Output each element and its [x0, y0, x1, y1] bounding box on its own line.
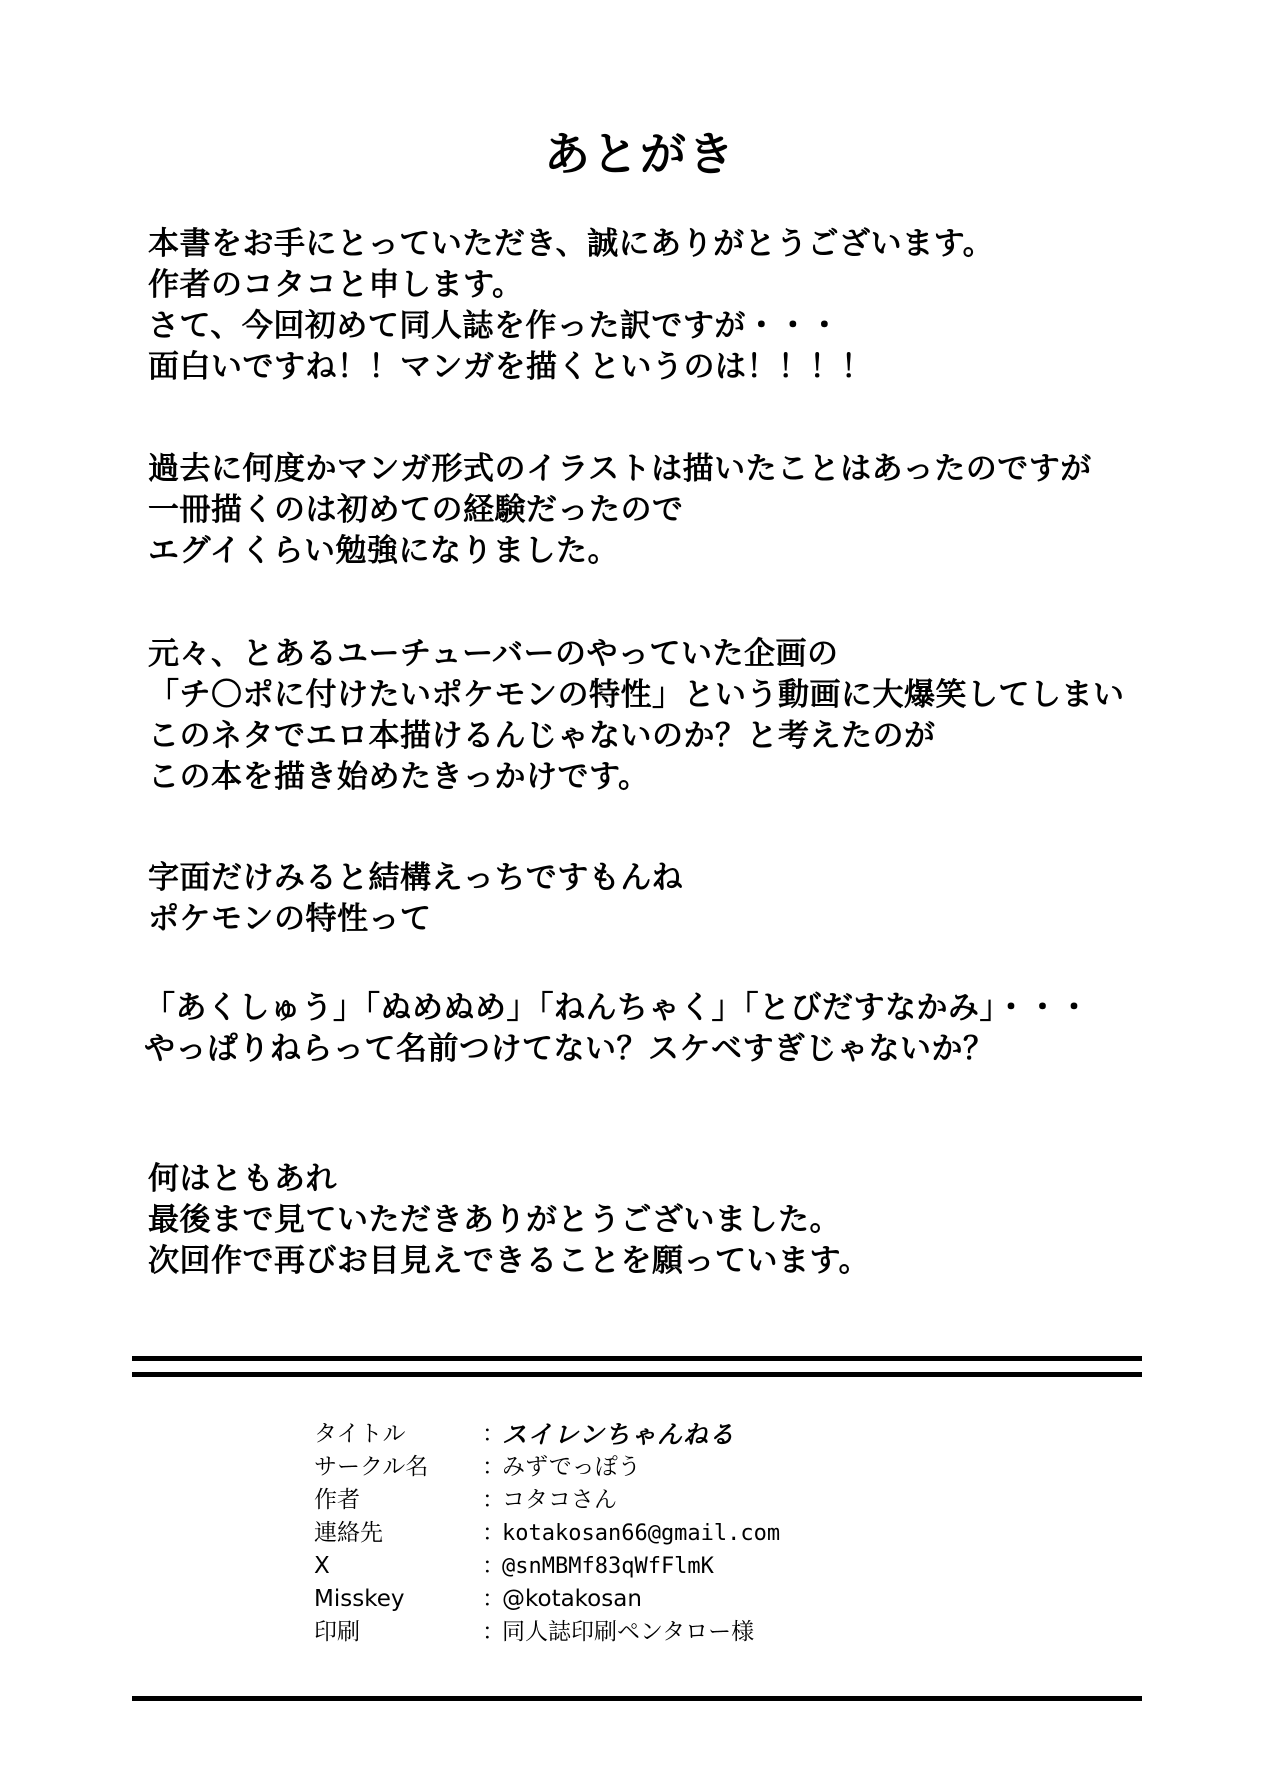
- colophon-row-circle: [314, 1451, 1114, 1484]
- colophon-separator: ：: [482, 1421, 505, 1447]
- colophon-row-author: [314, 1484, 1114, 1517]
- text-line: ポケモンの特性って: [148, 901, 432, 937]
- colophon-separator: ：: [482, 1487, 505, 1513]
- text-line: 字面だけみると結構えっちですもんね: [148, 860, 684, 896]
- colophon-value: コタコさん: [502, 1487, 617, 1513]
- colophon-key: 印刷: [314, 1619, 360, 1645]
- text-line: 「チ〇ポに付けたいポケモンの特性」という動画に大爆笑してしまい: [148, 677, 1125, 713]
- email-value: kotakosan66@gmail.com: [502, 1521, 781, 1546]
- colophon-row-contact: [314, 1517, 1114, 1550]
- divider-top-1: [132, 1356, 1142, 1361]
- x-handle-value: @snMBMf83qWfFlmK: [502, 1554, 714, 1579]
- text-line: やっぱりねらって名前つけてない？スケベすぎじゃないか？: [144, 1031, 995, 1067]
- text-line: 本書をお手にとっていただき、誠にありがとうございます。: [148, 226, 995, 262]
- text-line: 一冊描くのは初めての経験だったので: [148, 492, 684, 528]
- colophon: [314, 1418, 1114, 1649]
- page-title: あとがき: [544, 127, 736, 181]
- text-line: 「あくしゅう」「ぬめぬめ」「ねんちゃく」「とびだすなかみ」・・・: [144, 990, 1090, 1026]
- colophon-row-x: [314, 1550, 1114, 1583]
- text-line: 何はともあれ: [148, 1161, 337, 1197]
- colophon-key: タイトル: [314, 1421, 406, 1447]
- colophon-separator: ：: [482, 1619, 505, 1645]
- colophon-separator: ：: [482, 1454, 505, 1480]
- colophon-key: X: [314, 1553, 330, 1579]
- text-line: 元々、とあるユーチューバーのやっていた企画の: [148, 636, 839, 672]
- colophon-key: Misskey: [314, 1586, 405, 1612]
- colophon-value: 同人誌印刷ペンタロー様: [502, 1619, 755, 1645]
- paragraph: [148, 858, 683, 940]
- colophon-row-misskey: [314, 1583, 1114, 1616]
- paragraph: [148, 449, 1092, 572]
- paragraph: [148, 634, 1125, 798]
- text-line: さて、今回初めて同人誌を作った訳ですが・・・: [148, 308, 841, 344]
- text-line: 過去に何度かマンガ形式のイラストは描いたことはあったのですが: [148, 451, 1092, 487]
- paragraph: [148, 1159, 870, 1282]
- divider-top-2: [132, 1372, 1142, 1377]
- misskey-handle-value: @kotakosan: [502, 1586, 642, 1612]
- colophon-key: サークル名: [314, 1454, 429, 1480]
- divider-bottom: [132, 1696, 1142, 1701]
- colophon-separator: ：: [482, 1586, 505, 1612]
- text-line: このネタでエロ本描けるんじゃないのか？と考えたのが: [148, 718, 936, 754]
- paragraph: [148, 224, 994, 388]
- text-line: 次回作で再びお目見えできることを願っています。: [148, 1243, 871, 1279]
- paragraph: [144, 988, 1090, 1070]
- book-title-logo: スイレンちゃんねる: [502, 1420, 735, 1449]
- text-line: 最後まで見ていただきありがとうございました。: [148, 1202, 841, 1238]
- text-line: この本を描き始めたきっかけです。: [148, 759, 650, 795]
- text-line: 作者のコタコと申します。: [148, 267, 524, 303]
- colophon-row-printer: [314, 1616, 1114, 1649]
- colophon-row-title: [314, 1418, 1114, 1451]
- colophon-key: 連絡先: [314, 1520, 383, 1546]
- colophon-separator: ：: [482, 1553, 505, 1579]
- text-line: エグイくらい勉強になりました。: [148, 533, 619, 569]
- text-line: 面白いですね！！マンガを描くというのは！！！！: [148, 349, 873, 385]
- colophon-value: みずでっぽう: [502, 1454, 641, 1480]
- colophon-key: 作者: [314, 1487, 360, 1513]
- colophon-separator: ：: [482, 1520, 505, 1546]
